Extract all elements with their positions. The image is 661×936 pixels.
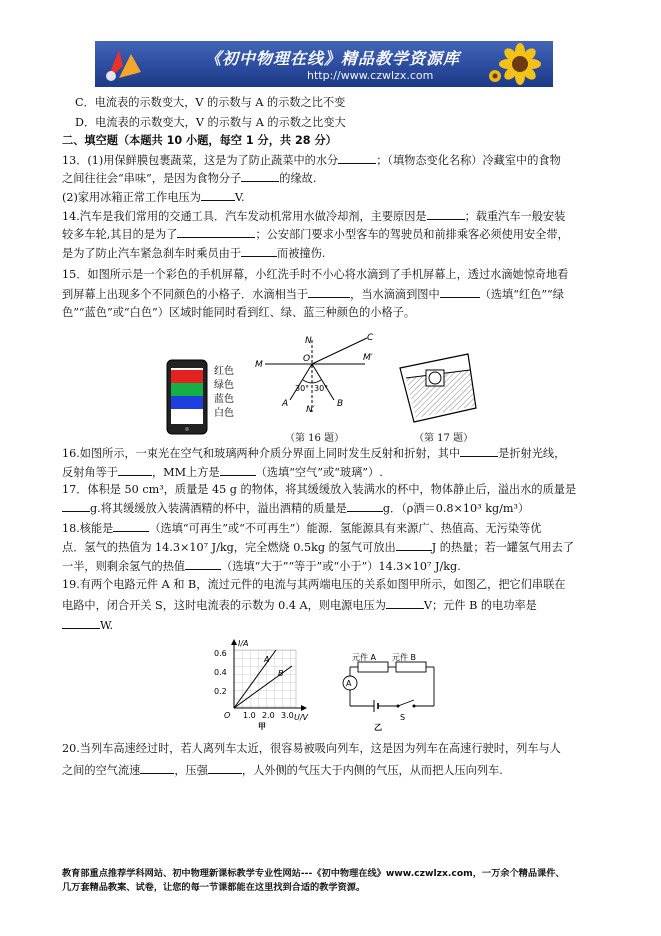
fig17-caption: （第 17 题） [414,433,474,444]
sunflower-icon [489,42,551,86]
switch-label: S [400,713,406,722]
q18-line1: 18.核能是 （选填“可再生”或“不可再生”）能源．氢能源具有来源广、热值高、无污染等优 [62,522,542,535]
ytick-0.6: 0.6 [214,649,227,658]
element-b-label: 元件 B [392,653,417,662]
answer-blank[interactable] [338,152,376,164]
q16-line2: 反射角等于 ，MM上方是 （选填“空气”或“玻璃”）. [62,466,383,479]
label-green: 绿色 [214,380,234,391]
circuit-diagram [340,648,440,732]
label-a: A [282,399,289,409]
graph-caption: 甲 [258,722,266,730]
q13-line2: 之间往往会“串味”，是因为食物分子 的缘故. [62,172,317,185]
angle-label-1: 30° [295,384,310,393]
cup-figure [392,350,482,430]
ammeter-label: A [346,679,352,688]
label-blue: 蓝色 [214,394,234,405]
answer-blank[interactable] [396,539,432,551]
q14-line1: 14.汽车是我们常用的交通工具．汽车发动机常用水做冷却剂，主要原因是 ；载重汽车一般安装 [62,210,566,223]
answer-blank[interactable] [62,617,100,629]
answer-blank[interactable] [241,170,279,182]
answer-blank[interactable] [118,464,152,476]
q16-line1: 16.如图所示，一束光在空气和玻璃两种介质分界面上同时发生反射和折射，其中 是折射光线， [62,447,566,460]
answer-blank[interactable] [185,558,221,570]
label-b: B [337,399,344,409]
answer-blank[interactable] [427,208,465,220]
q13-line1: 13．(1)用保鲜膜包裹蔬菜，这是为了防止蔬菜中的水分 ；（填物态变化名称）冷藏室中的食物 [62,154,561,167]
q19-line1: 19.有两个电路元件 A 和 B，流过元件的电流与其两端电压的关系如图甲所示，如图乙，把它们串联在 [62,578,566,591]
answer-blank[interactable] [140,762,174,774]
answer-blank[interactable] [308,286,350,298]
answer-blank[interactable] [201,189,235,201]
section-heading: 二、填空题（本题共 10 小题，每空 1 分，共 28 分） [62,134,337,147]
answer-blank[interactable] [208,762,242,774]
y-axis-label: I/A [238,639,249,648]
label-white: 白色 [214,408,234,419]
xtick-3.0: 3.0 [281,711,294,720]
answer-blank[interactable] [177,226,255,238]
label-m: M [255,360,263,370]
xtick-2.0: 2.0 [262,711,275,720]
white-region [171,409,203,423]
blue-region [171,396,203,409]
q13-line3: (2)家用冰箱正常工作电压为 V. [62,191,245,204]
label-c: C [367,333,374,343]
element-a-label: 元件 A [352,653,377,662]
logo-icon [101,44,147,84]
circuit-caption: 乙 [374,723,382,732]
angle-label-2: 30° [314,384,329,393]
q14-line3: 是为了防止汽车紧急刹车时乘员由于 而被撞伤. [62,247,326,260]
green-region [171,383,203,396]
q14-line2: 较多车轮,其目的是为了 ；公安部门要求小型客车的驾驶员和前排乘客必须使用安全带， [62,228,569,241]
q19-line3: W. [62,617,113,633]
refraction-figure [255,330,375,430]
q18-line2: 点．氢气的热值为 14.3×10⁷ J/kg，完全燃烧 0.5kg 的氢气可放出 J 的热量；若一罐氢气用去了 [62,541,575,554]
answer-blank[interactable] [220,464,256,476]
label-o: O [303,354,311,364]
q15-line2: 到屏幕上出现多个不同颜色的小格子．水滴相当于 ，当水滴滴到图中 （选填“红色”“绿 [62,288,564,301]
iv-graph [210,636,310,730]
q18-line3: 一半，则剩余氢气的热值 （选填“大于”“等于”或“小于”）14.3×10⁷ J/kg. [62,560,461,573]
label-m-prime: M′ [363,353,373,363]
q20-line1: 20.当列车高速经过时，若人离列车太近，很容易被吸向列车，这是因为列车在高速行驶时，列车与人 [62,742,561,755]
answer-blank[interactable] [460,445,498,457]
q15-line1: 15．如图所示是一个彩色的手机屏幕，小红洗手时不小心将水滴到了手机屏幕上，透过水滴她惊奇地看 [62,268,569,281]
option-d: D．电流表的示数变大，V 的示数与 A 的示数之比变大 [75,116,346,129]
answer-blank[interactable] [347,500,383,512]
ytick-0.4: 0.4 [214,668,227,677]
label-n-prime: N′ [306,405,315,415]
answer-blank[interactable] [386,597,424,609]
option-c: C．电流表的示数变大，V 的示数与 A 的示数之比不变 [75,96,346,109]
q17-line2: g.将其缓缓放入装满酒精的杯中，溢出酒精的质量是 g．（ρ酒＝0.8×10³ kg/m³） [62,500,529,516]
origin-label: O [224,711,231,720]
xtick-1.0: 1.0 [243,711,256,720]
line-b-label: B [278,669,284,678]
q19-line2: 电路中，闭合开关 S，这时电流表的示数为 0.4 A，则电源电压为 V；元件 B 的电功率是 [62,599,537,612]
q15-line3: 色”“蓝色”或“白色”）区域时能同时看到红、绿、蓝三种颜色的小格子。 [62,306,416,319]
fig16-caption: （第 16 题） [285,433,345,444]
ytick-0.2: 0.2 [214,687,227,696]
q17-line1: 17．体积是 50 cm³，质量是 45 g 的物体，将其缓缓放入装满水的杯中，物体静止后，溢出水的质量是 [62,483,577,496]
banner-title: 《初中物理在线》精品教学资源库 [205,49,461,68]
phone-figure [166,359,244,435]
answer-blank[interactable] [62,500,90,512]
label-red: 红色 [214,366,234,377]
answer-blank[interactable] [440,286,480,298]
answer-blank[interactable] [113,520,149,532]
footer-line1: 教育部重点推荐学科网站、初中物理新课标教学专业性网站---《初中物理在线》www.czwlzx.com，一万余个精品课件、 [62,868,565,879]
answer-blank[interactable] [241,245,277,257]
header-banner [95,41,553,87]
label-n: N [305,336,312,346]
x-axis-label: U/V [294,713,309,722]
banner-url: http://www.czwlzx.com [307,69,434,82]
red-region [171,370,203,383]
line-a-label: A [264,655,270,664]
footer-line2: 几万套精品教案、试卷，让您的每一节课都能在这里找到合适的教学资源。 [62,882,366,893]
q20-line2: 之间的空气流速 ，压强 ，人外侧的气压大于内侧的气压，从而把人压向列车. [62,764,503,777]
